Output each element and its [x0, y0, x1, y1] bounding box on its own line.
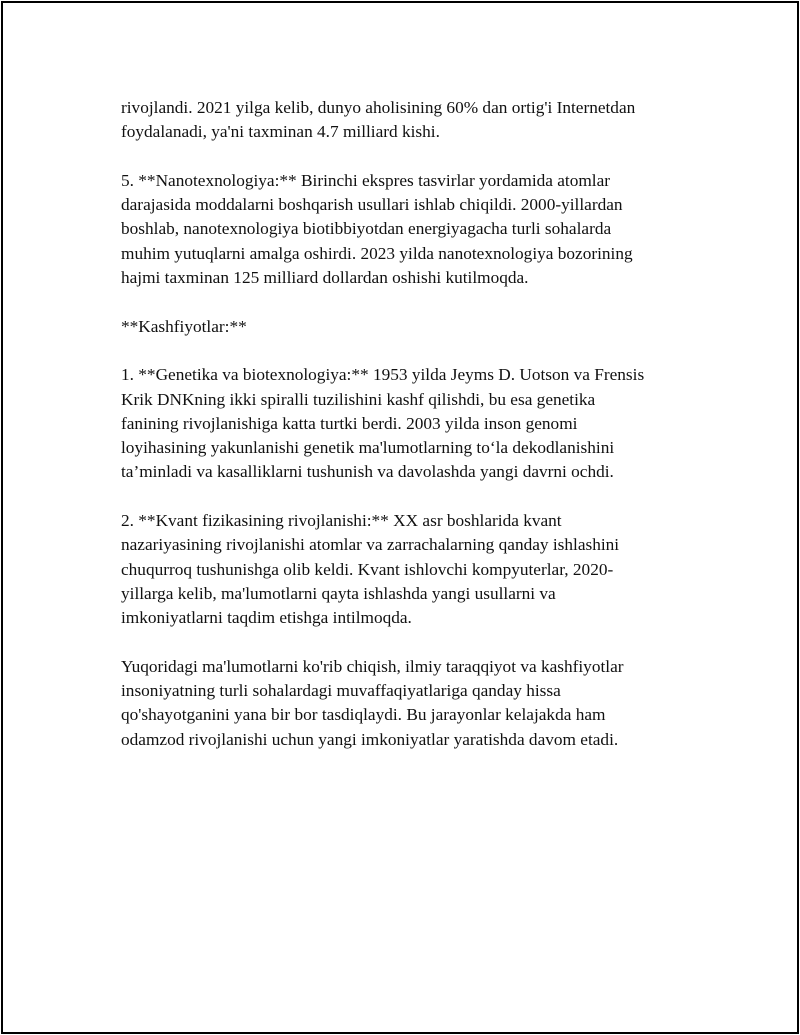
paragraph-intro-continuation: [121, 96, 691, 145]
text-line: **Kashfiyotlar:**: [121, 316, 247, 336]
text-line: nazariyasining rivojlanishi atomlar va zarrachalarning qanday ishlashini: [121, 535, 620, 555]
text-line: darajasida moddalarni boshqarish usullari ishlab chiqildi. 2000-yillardan: [121, 195, 623, 215]
paragraph-conclusion: [121, 655, 691, 752]
text-line: yillarga kelib, ma'lumotlarni qayta ishlashda yangi usullarni va: [121, 583, 556, 603]
text-line: rivojlandi. 2021 yilga kelib, dunyo aholisining 60% dan ortig'i Internetdan: [121, 98, 636, 117]
paragraph-genetics: [121, 363, 691, 484]
text-line: boshlab, nanotexnologiya biotibbiyotdan energiyagacha turli sohalarda: [121, 219, 612, 239]
text-line: imkoniyatlarni taqdim etishga intilmoqda.: [121, 608, 412, 628]
section-heading-discoveries: [121, 315, 691, 339]
paragraph-quantum-physics: [121, 509, 691, 630]
text-line: 5. **Nanotexnologiya:** Birinchi ekspres tasvirlar yordamida atomlar: [121, 170, 611, 190]
text-line: foydalanadi, ya'ni taxminan 4.7 milliard kishi.: [121, 122, 440, 142]
document-body: [121, 96, 691, 776]
text-line: ta’minladi va kasalliklarni tushunish va davolashda yangi davrni ochdi.: [121, 462, 614, 482]
page-frame: [1, 1, 799, 1034]
text-line: Krik DNKning ikki spiralli tuzilishini kashf qilishdi, bu esa genetika: [121, 389, 596, 409]
text-line: 2. **Kvant fizikasining rivojlanishi:** XX asr boshlarida kvant: [121, 511, 562, 531]
text-line: 1. **Genetika va biotexnologiya:** 1953 yilda Jeyms D. Uotson va Frensis: [121, 365, 645, 385]
text-line: chuqurroq tushunishga olib keldi. Kvant ishlovchi kompyuterlar, 2020-: [121, 559, 614, 579]
text-line: loyihasining yakunlanishi genetik ma'lumotlarning to‘la dekodlanishini: [121, 438, 615, 458]
text-line: muhim yutuqlarni amalga oshirdi. 2023 yilda nanotexnologiya bozorining: [121, 243, 633, 263]
text-line: qo'shayotganini yana bir bor tasdiqlaydi. Bu jarayonlar kelajakda ham: [121, 705, 606, 725]
paragraph-nanotechnology: [121, 169, 691, 290]
text-line: hajmi taxminan 125 milliard dollardan oshishi kutilmoqda.: [121, 268, 529, 288]
text-line: odamzod rivojlanishi uchun yangi imkoniyatlar yaratishda davom etadi.: [121, 729, 619, 749]
text-line: fanining rivojlanishiga katta turtki berdi. 2003 yilda inson genomi: [121, 413, 578, 433]
text-line: Yuqoridagi ma'lumotlarni ko'rib chiqish, ilmiy taraqqiyot va kashfiyotlar: [121, 656, 624, 676]
text-line: insoniyatning turli sohalardagi muvaffaqiyatlariga qanday hissa: [121, 681, 561, 701]
